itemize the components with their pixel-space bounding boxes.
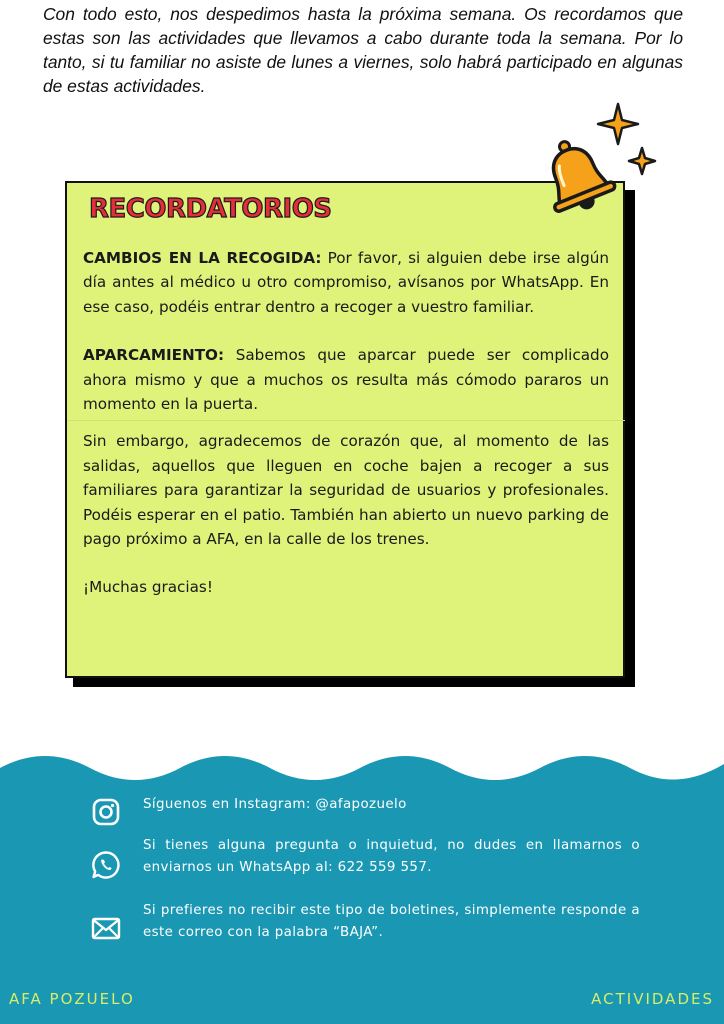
instagram-icon[interactable] [90,796,122,828]
reminders-card [65,181,625,678]
unsubscribe-text: Si prefieres no recibir este tipo de boletines, simplemente responde a este correo con la palabra “BAJA”. [143,903,640,940]
parking-label: APARCAMIENTO: [83,346,225,365]
footer-wave-background [0,750,724,1024]
card-divider [67,420,625,421]
instagram-text: Síguenos en Instagram: @afapozuelo [143,797,407,812]
pickup-text: Por favor, si alguien debe irse algún día antes al médico u otro compromiso, avísanos por WhatsApp. En ese caso, podéis entrar dentro a recoger a vuestro familiar. [83,249,609,316]
intro-paragraph: Con todo esto, nos despedimos hasta la próxima semana. Os recordamos que estas son las actividades que llevamos a cabo durante toda la semana. Por lo tanto, si tu familiar no asiste de lunes a viernes, solo habrá participado en algunas de estas actividades. [43,4,683,96]
sparkle-icon [598,104,638,144]
reminders-title: RECORDATORIOS [89,194,332,224]
parking-paragraph [83,343,609,416]
reminders-body [83,246,609,600]
pickup-label: CAMBIOS EN LA RECOGIDA: [83,249,322,267]
footer-brand: AFA POZUELO [9,990,135,1008]
mail-icon[interactable] [90,912,122,944]
sparkle-icon [629,148,655,174]
whatsapp-icon[interactable] [90,849,122,881]
bell-icon [530,100,660,230]
footer [0,750,724,1024]
parking-text: Sabemos que aparcar puede ser complicado ahora mismo y que a muchos os resulta más cómodo pararos un momento en la puerta. [83,346,609,414]
thanks-text: ¡Muchas gracias! [83,578,213,597]
pickup-paragraph [83,246,609,319]
parking-more-paragraph: Sin embargo, agradecemos de corazón que, al momento de las salidas, aquellos que lleguen en coche bajen a recoger a sus familiares para garantizar la seguridad de usuarios y profesionales. Podéis esperar en el patio. También han abierto un nuevo parking de pago próximo a AFA, en la calle de los trenes. [83,432,609,549]
footer-section: ACTIVIDADES [591,990,714,1008]
whatsapp-text: Si tienes alguna pregunta o inquietud, no dudes en llamarnos o enviarnos un WhatsApp al: 622 559 557. [143,838,640,875]
